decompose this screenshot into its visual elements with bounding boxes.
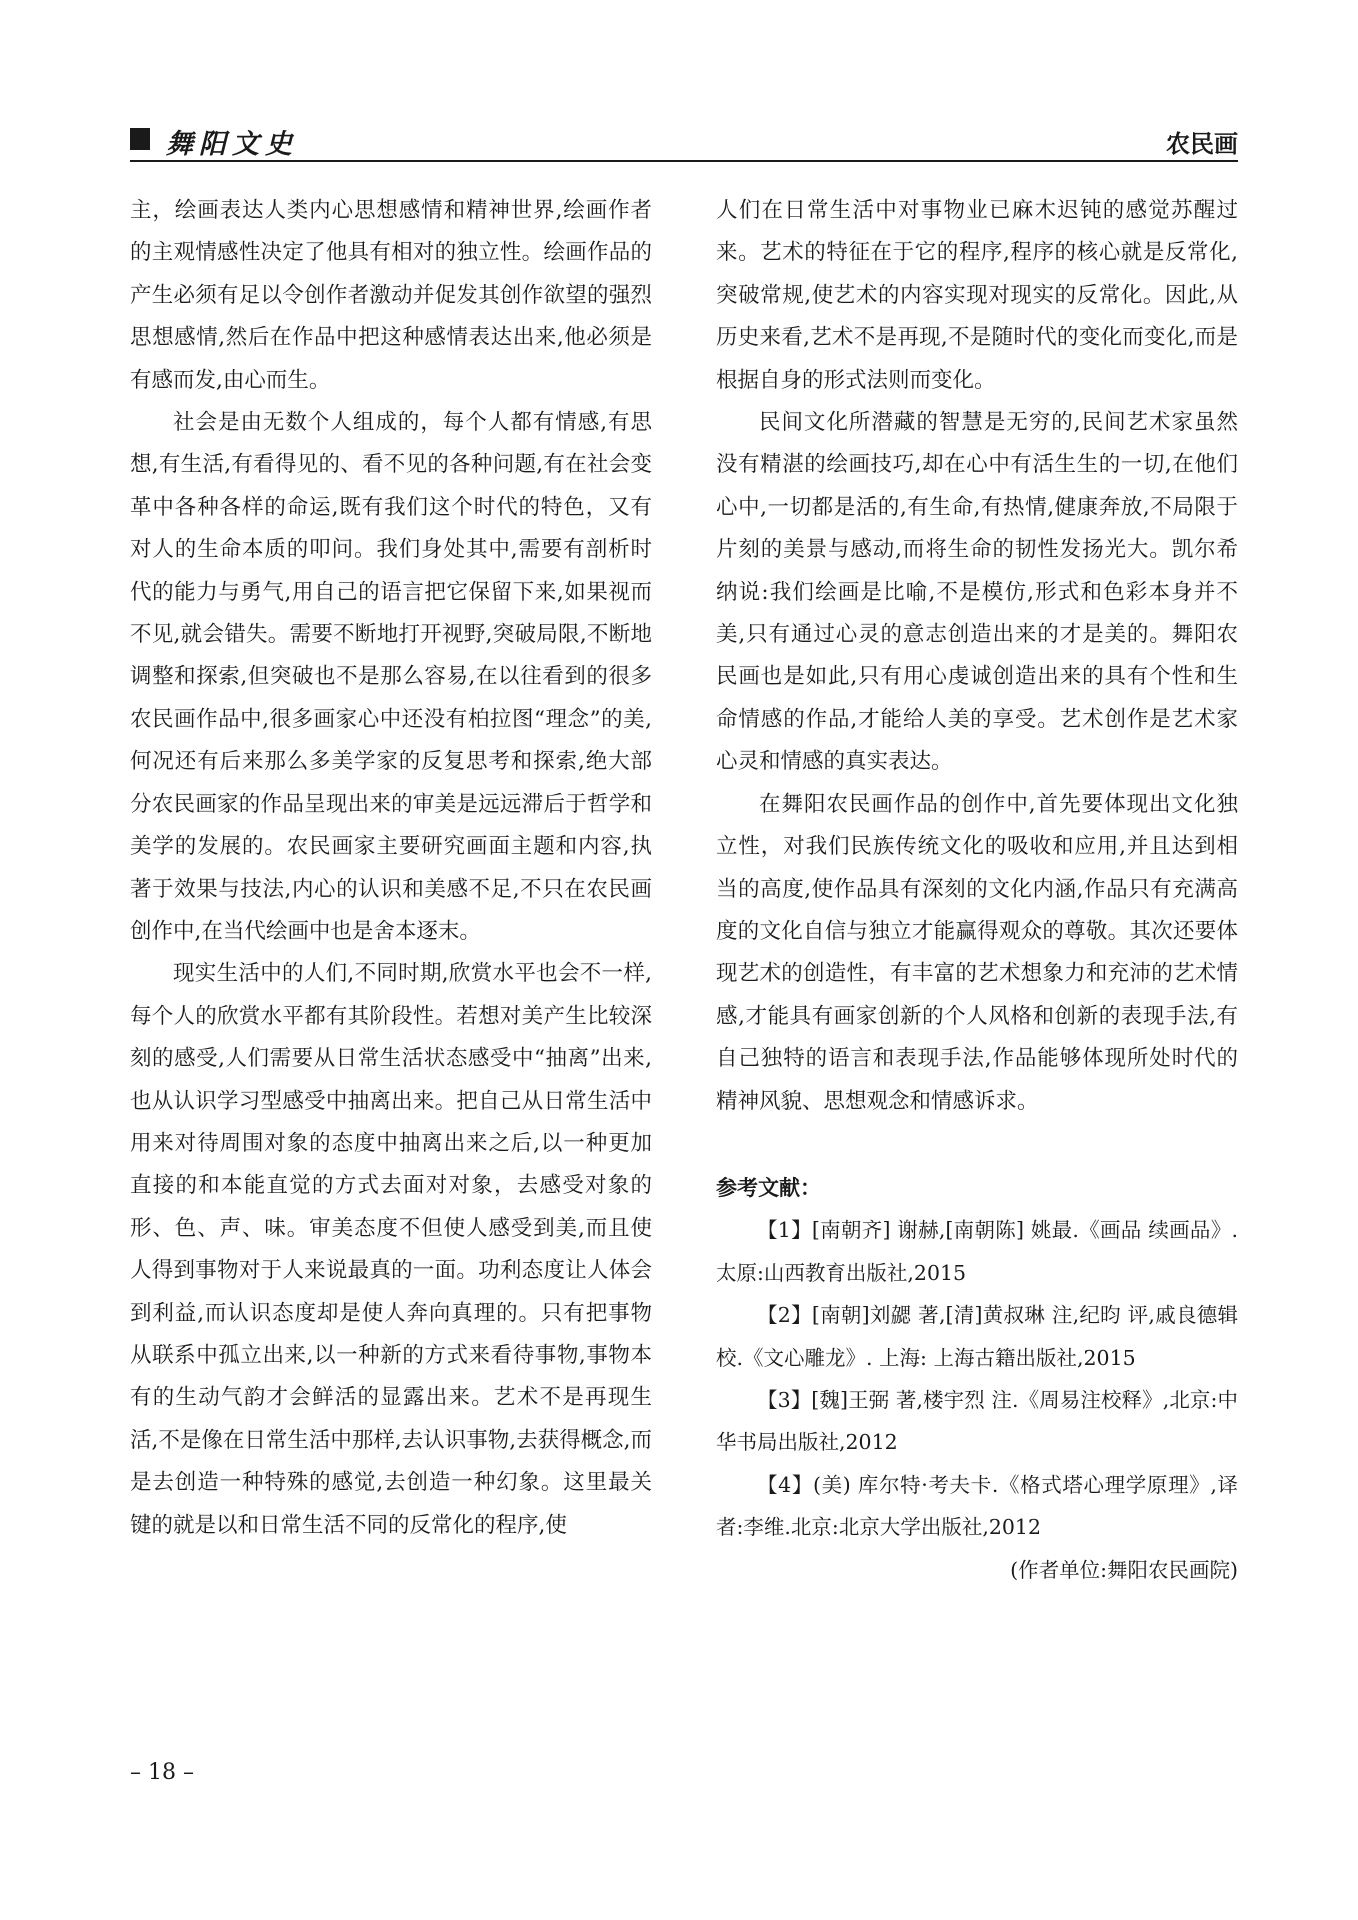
references-list bbox=[716, 1209, 1238, 1548]
references-title: 参考文献： bbox=[716, 1175, 821, 1200]
header-square-mark bbox=[130, 128, 150, 150]
paragraph: 在舞阳农民画作品的创作中,首先要体现出文化独立性，对我们民族传统文化的吸收和应用,并且达到相当的高度,使作品具有深刻的文化内涵,作品只有充满高度的文化自信与独立才能赢得观众的尊敬。其次还要体现艺术的创造性，有丰富的艺术想象力和充沛的艺术情感,才能具有画家创新的个人风格和创新的表现手法,有自己独特的语言和表现手法,作品能够体现所处时代的精神风貌、思想观念和情感诉求。 bbox=[716, 791, 1238, 1114]
right-column bbox=[716, 190, 1238, 1591]
left-column bbox=[130, 190, 652, 1547]
journal-title: 舞阳文史 bbox=[166, 129, 298, 160]
reference-item: 【1】[南朝齐] 谢赫,[南朝陈] 姚最.《画品 续画品》.太原:山西教育出版社,2015 bbox=[716, 1218, 1238, 1285]
paragraph: 人们在日常生活中对事物业已麻木迟钝的感觉苏醒过来。艺术的特征在于它的程序,程序的核心就是反常化,突破常规,使艺术的内容实现对现实的反常化。因此,从历史来看,艺术不是再现,不是随时代的变化而变化,而是根据自身的形式法则而变化。 bbox=[716, 198, 1238, 393]
section-title: 农民画 bbox=[1166, 130, 1238, 158]
reference-item: 【3】[魏]王弼 著,楼宇烈 注.《周易注校释》,北京:中华书局出版社,2012 bbox=[716, 1387, 1238, 1455]
reference-item: 【4】(美) 库尔特·考夫卡.《格式塔心理学原理》,译者:李维.北京:北京大学出版社,2012 bbox=[716, 1472, 1238, 1540]
author-affiliation: (作者单位:舞阳农民画院) bbox=[1010, 1557, 1238, 1582]
paragraph: 主，绘画表达人类内心思想感情和精神世界,绘画作者的主观情感性决定了他具有相对的独立性。绘画作品的产生必须有足以令创作者激动并促发其创作欲望的强烈思想感情,然后在作品中把这种感情表达出来,他必须是有感而发,由心而生。 bbox=[130, 198, 652, 393]
reference-item: 【2】[南朝]刘勰 著,[清]黄叔琳 注,纪昀 评,戚良德辑 校.《文心雕龙》. 上海: 上海古籍出版社,2015 bbox=[716, 1303, 1238, 1370]
paragraph: 社会是由无数个人组成的，每个人都有情感,有思想,有生活,有看得见的、看不见的各种问题,有在社会变革中各种各样的命运,既有我们这个时代的特色，又有对人的生命本质的叩问。我们身处其中,需要有剖析时代的能力与勇气,用自己的语言把它保留下来,如果视而不见,就会错失。需要不断地打开视野,突破局限,不断地调整和探索,但突破也不是那么容易,在以往看到的很多农民画作品中,很多画家心中还没有柏拉图“理念”的美,何况还有后来那么多美学家的反复思考和探索,绝大部分农民画家的作品呈现出来的审美是远远滞后于哲学和美学的发展的。农民画家主要研究画面主题和内容,执著于效果与技法,内心的认识和美感不足,不只在农民画创作中,在当代绘画中也是舍本逐末。 bbox=[130, 410, 652, 944]
page-number: – 18 – bbox=[130, 1760, 194, 1785]
paragraph: 现实生活中的人们,不同时期,欣赏水平也会不一样,每个人的欣赏水平都有其阶段性。若想对美产生比较深刻的感受,人们需要从日常生活状态感受中“抽离”出来,也从认识学习型感受中抽离出来。把自己从日常生活中用来对待周围对象的态度中抽离出来之后,以一种更加直接的和本能直觉的方式去面对对象，去感受对象的形、色、声、味。审美态度不但使人感受到美,而且使人得到事物对于人来说最真的一面。功利态度让人体会到利益,而认识态度却是使人奔向真理的。只有把事物从联系中孤立出来,以一种新的方式来看待事物,事物本有的生动气韵才会鲜活的显露出来。艺术不是再现生活,不是像在日常生活中那样,去认识事物,去获得概念,而是去创造一种特殊的感觉,去创造一种幻象。这里最关键的就是以和日常生活不同的反常化的程序,使 bbox=[130, 961, 652, 1538]
page-header bbox=[130, 122, 1238, 162]
paragraph: 民间文化所潜藏的智慧是无穷的,民间艺术家虽然没有精湛的绘画技巧,却在心中有活生生的一切,在他们心中,一切都是活的,有生命,有热情,健康奔放,不局限于片刻的美景与感动,而将生命的韧性发扬光大。凯尔希纳说:我们绘画是比喻,不是模仿,形式和色彩本身并不美,只有通过心灵的意志创造出来的才是美的。舞阳农民画也是如此,只有用心虔诚创造出来的具有个性和生命情感的作品,才能给人美的享受。艺术创作是艺术家心灵和情感的真实表达。 bbox=[716, 410, 1238, 775]
header-rule bbox=[130, 160, 1238, 162]
